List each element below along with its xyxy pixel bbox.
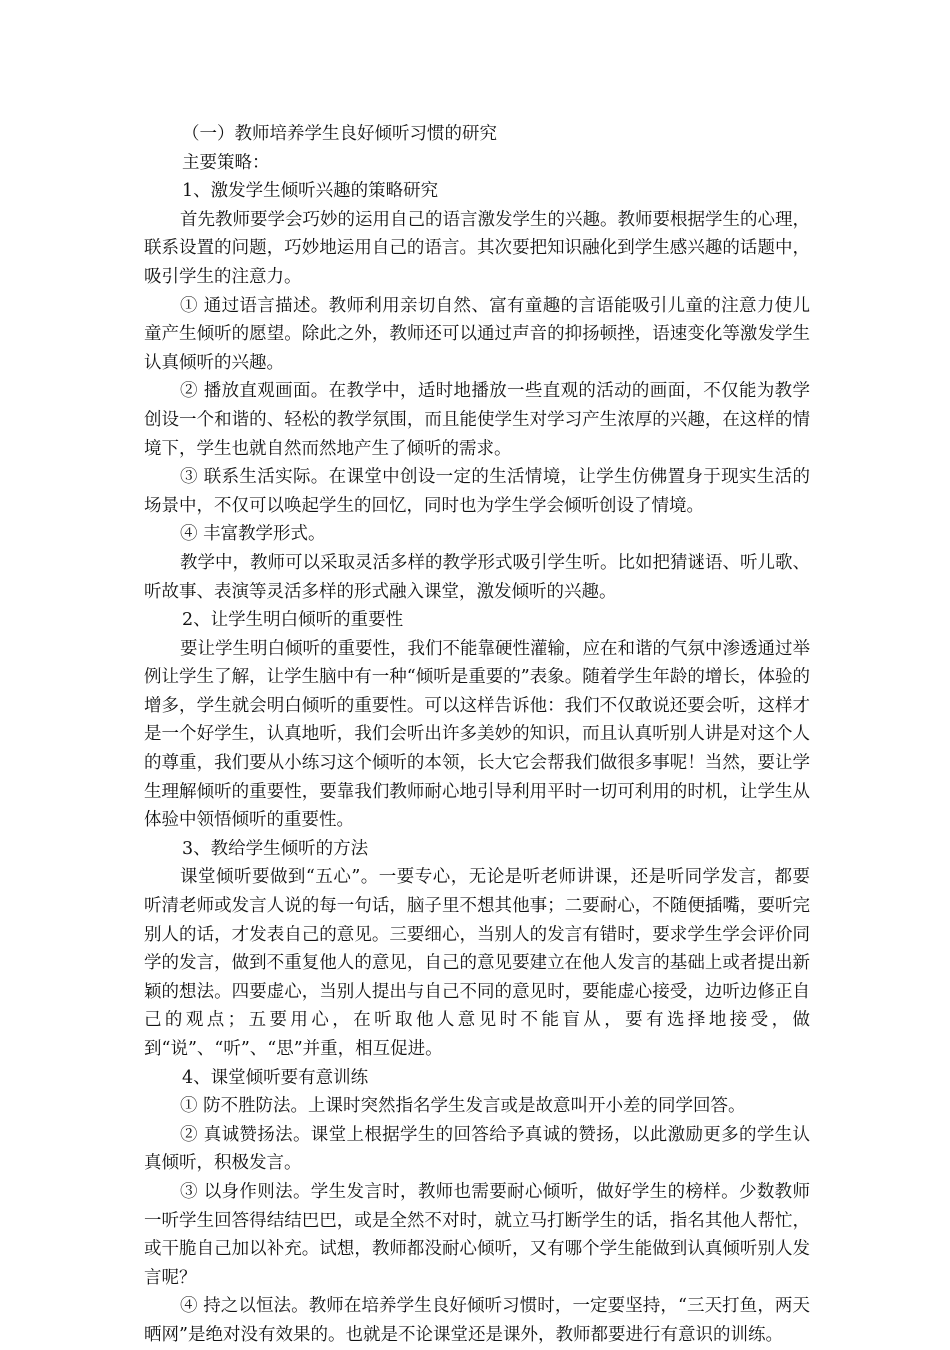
paragraph: ② 播放直观画面。在教学中，适时地播放一些直观的活动的画面，不仅能为教学创设一个和谐的、轻松的教学氛围，而且能使学生对学习产生浓厚的兴趣，在这样的情境下，学生也就自然而然地产生了倾听的需求。 bbox=[144, 381, 810, 459]
paragraph: 首先教师要学会巧妙的运用自己的语言激发学生的兴趣。教师要根据学生的心理，联系设置的问题，巧妙地运用自己的语言。其次要把知识融化到学生感兴趣的话题中，吸引学生的注意力。 bbox=[144, 209, 810, 287]
paragraph: ④ 丰富教学形式。 bbox=[180, 524, 326, 545]
subheading-3: 3、教给学生倾听的方法 bbox=[182, 838, 369, 859]
paragraph: 课堂倾听要做到“五心”。一要专心，无论是听老师讲课，还是听同学发言，都要听清老师或发言人说的每一句话，脑子里不想其他事；二要耐心，不随便插嘴，要听完别人的话，才发表自己的意见。三要细心，当别人的发言有错时，要求学生学会评价同学的发言，做到不重复他人的意见，自己的意见要建立在他人发言的基础上或者提出新颖的想法。四要虚心，当别人提出与自己不同的意见时，要能虚心接受，边听边修正自己的观点；五要用心，在听取他人意见时不能盲从，要有选择地接受，做到“说”、“听”、“思”并重，相互促进。 bbox=[144, 867, 810, 1059]
subheading-1: 1、激发学生倾听兴趣的策略研究 bbox=[182, 181, 439, 202]
paragraph: 要让学生明白倾听的重要性，我们不能靠硬性灌输，应在和谐的气氛中渗透通过举例让学生了解，让学生脑中有一种“倾听是重要的”表象。随着学生年龄的增长，体验的增多，学生就会明白倾听的重要性。可以这样告诉他：我们不仅敢说还要会听，这样才是一个好学生，认真地听，我们会听出许多美妙的知识，而且认真听别人讲是对这个人的尊重，我们要从小练习这个倾听的本领，长大它会帮我们做很多事呢！当然，要让学生理解倾听的重要性，要靠我们教师耐心地引导利用平时一切可利用的时机，让学生从体验中领悟倾听的重要性。 bbox=[144, 638, 810, 831]
paragraph: ③ 联系生活实际。在课堂中创设一定的生活情境，让学生仿佛置身于现实生活的场景中，不仅可以唤起学生的回忆，同时也为学生学会倾听创设了情境。 bbox=[144, 467, 810, 516]
paragraph: ③ 以身作则法。学生发言时，教师也需要耐心倾听，做好学生的榜样。少数教师一听学生回答得结结巴巴，或是全然不对时，就立马打断学生的话，指名其他人帮忙，或干脆自己加以补充。试想，教师都没耐心倾听，又有哪个学生能做到认真倾听别人发言呢？ bbox=[144, 1181, 810, 1288]
strategies-label: 主要策略： bbox=[182, 152, 270, 173]
document-body bbox=[144, 120, 810, 1350]
subheading-2: 2、让学生明白倾听的重要性 bbox=[182, 610, 404, 631]
paragraph: ② 真诚赞扬法。课堂上根据学生的回答给予真诚的赞扬，以此激励更多的学生认真倾听，积极发言。 bbox=[144, 1124, 810, 1174]
paragraph: ① 防不胜防法。上课时突然指名学生发言或是故意叫开小差的同学回答。 bbox=[180, 1096, 746, 1117]
paragraph: ④ 持之以恒法。教师在培养学生良好倾听习惯时，一定要坚持，“三天打鱼，两天晒网”是绝对没有效果的。也就是不论课堂还是课外，教师都要进行有意识的训练。 bbox=[144, 1296, 810, 1345]
subheading-4: 4、课堂倾听要有意训练 bbox=[182, 1067, 369, 1088]
paragraph: 教学中，教师可以采取灵活多样的教学形式吸引学生听。比如把猜谜语、听儿歌、听故事、表演等灵活多样的形式融入课堂，激发倾听的兴趣。 bbox=[144, 552, 810, 602]
paragraph: ① 通过语言描述。教师利用亲切自然、富有童趣的言语能吸引儿童的注意力使儿童产生倾听的愿望。除此之外，教师还可以通过声音的抑扬顿挫，语速变化等激发学生认真倾听的兴趣。 bbox=[144, 295, 810, 373]
section-title: （一）教师培养学生良好倾听习惯的研究 bbox=[182, 124, 497, 144]
